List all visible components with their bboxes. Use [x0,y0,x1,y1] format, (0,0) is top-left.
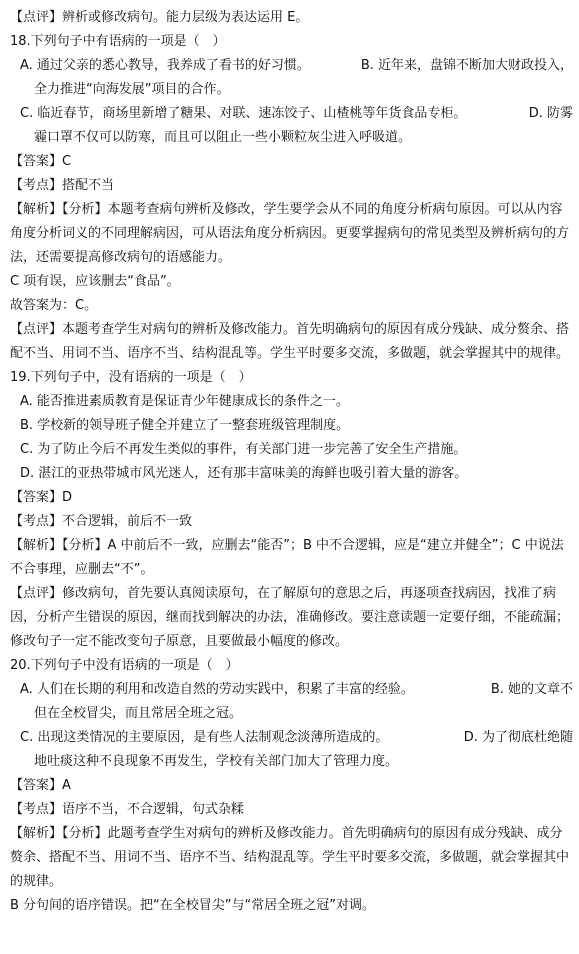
comment-paragraph: 【点评】修改病句，首先要认真阅读原句，在了解原句的意思之后，再逐项查找病因，找准了病因，分析产生错误的原因，继而找到解决的办法，准确修改。要注意读题一定要仔细，不能疏漏；修改句子一定不能改变句子原意，且要做最小幅度的修改。 [10,586,570,649]
analysis-paragraph: 【解析】【分析】此题考查学生对病句的辨析及修改能力。首先明确病句的原因有成分残缺、成分赘余、搭配不当、用词不当、语序不当、结构混乱等。学生平时要多交流，多做题，就会掌握其中的规律。 [10,826,570,889]
option-continuation: 地吐痰这种不良现象不再发生，学校有关部门加大了管理力度。 [34,754,399,769]
option-left: A. 通过父亲的悉心教导，我养成了看书的好习惯。 [20,58,310,73]
option-item: B. 学校新的领导班子健全并建立了一整套班级管理制度。 [20,418,350,433]
answer-line: 【答案】A [10,778,71,793]
comment-line: 【点评】辨析或修改病句。能力层级为表达运用 E。 [10,10,309,25]
option-item: D. 湛江的亚热带城市风光迷人，还有那丰富味美的海鲜也吸引着大量的游客。 [20,466,468,481]
comment-paragraph: 【点评】本题考查学生对病句的辨析及修改能力。首先明确病句的原因有成分残缺、成分赘余、搭配不当、用词不当、语序不当、结构混乱等。学生平时要多交流，多做题，就会掌握其中的规律。 [10,322,570,361]
option-continuation: 但在全校冒尖，而且常居全班之冠。 [34,706,243,721]
analysis-paragraph: 【解析】【分析】A 中前后不一致，应删去“能否”；B 中不合逻辑，应是“建立并健全”；C 中说法不合事理，应删去“不”。 [10,538,564,577]
question-title: 18.下列句子中有语病的一项是（ ） [10,34,226,49]
option-continuation: 全力推进“向海发展”项目的合作。 [34,82,230,97]
analysis-line: B 分句间的语序错误。把“在全校冒尖”与“常居全班之冠”对调。 [10,898,375,913]
test-point-line: 【考点】语序不当，不合逻辑，句式杂糅 [10,802,245,817]
option-left: A. 人们在长期的利用和改造自然的劳动实践中，积累了丰富的经验。 [20,682,414,697]
options-row [10,678,573,702]
options-row [10,102,573,126]
analysis-line: C 项有误，应该删去“食品”。 [10,274,180,289]
option-left: C. 出现这类情况的主要原因，是有些人法制观念淡薄所造成的。 [20,730,389,745]
option-item: C. 为了防止今后不再发生类似的事件，有关部门进一步完善了安全生产措施。 [20,442,467,457]
option-right: D. 为了彻底杜绝随 [463,730,573,745]
conclusion-line: 故答案为：C。 [10,298,98,313]
option-continuation: 霾口罩不仅可以防寒，而且可以阻止一些小颗粒灰尘进入呼吸道。 [34,130,412,145]
option-right: B. 她的文章不 [490,682,573,697]
option-right: D. 防雾 [528,106,573,121]
question-title: 19.下列句子中，没有语病的一项是（ ） [10,370,252,385]
test-point-line: 【考点】不合逻辑，前后不一致 [10,514,193,529]
options-row [10,726,573,750]
question-title: 20.下列句子中没有语病的一项是（ ） [10,658,239,673]
option-right: B. 近年来，盘锦不断加大财政投入， [360,58,573,73]
answer-line: 【答案】C [10,154,72,169]
option-item: A. 能否推进素质教育是保证青少年健康成长的条件之一。 [20,394,349,409]
test-point-line: 【考点】搭配不当 [10,178,115,193]
option-left: C. 临近春节，商场里新增了糖果、对联、速冻饺子、山楂桃等年货食品专柜。 [20,106,467,121]
analysis-paragraph: 【解析】【分析】本题考查病句辨析及修改，学生要学会从不同的角度分析病句原因。可以从内容角度分析词义的不同理解病因，可从语法角度分析病因。更要掌握病句的常见类型及辨析病句的方法，还需要提高修改病句的语感能力。 [10,202,570,265]
options-row [10,54,573,78]
answer-line: 【答案】D [10,490,73,505]
